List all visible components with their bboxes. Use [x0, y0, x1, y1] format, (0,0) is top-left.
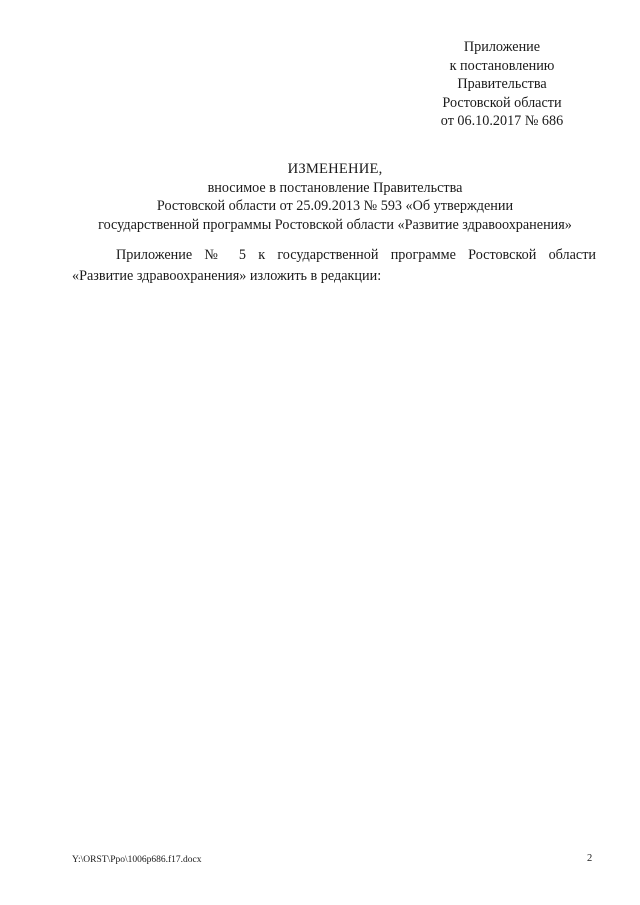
body-paragraph — [72, 245, 596, 287]
appendix-line-5: от 06.10.2017 № 686 — [440, 113, 564, 129]
appendix-line-2: к постановлению — [449, 57, 555, 74]
appendix-line-3: Правительства — [457, 76, 547, 92]
heading-line-3: государственной программы Ростовской области «Развитие здравоохранения» — [98, 216, 572, 233]
document-heading — [40, 160, 630, 234]
page-number: 2 — [587, 853, 593, 864]
appendix-line-1: Приложение — [463, 39, 541, 55]
heading-line-2: Ростовской области от 25.09.2013 № 593 «Об утверждении — [156, 198, 514, 214]
body-line-1: Приложение № 5 к государственной программе Ростовской области — [116, 247, 596, 263]
heading-line-1: вносимое в постановление Правительства — [207, 179, 463, 196]
appendix-line-4: Ростовской области — [442, 94, 562, 111]
appendix-header — [402, 38, 602, 131]
footer-file-path: Y:\ORST\Ppo\1006p686.f17.docx — [72, 855, 202, 865]
heading-title: ИЗМЕНЕНИЕ, — [287, 161, 383, 177]
body-line-2: «Развитие здравоохранения» изложить в редакции: — [72, 268, 382, 284]
